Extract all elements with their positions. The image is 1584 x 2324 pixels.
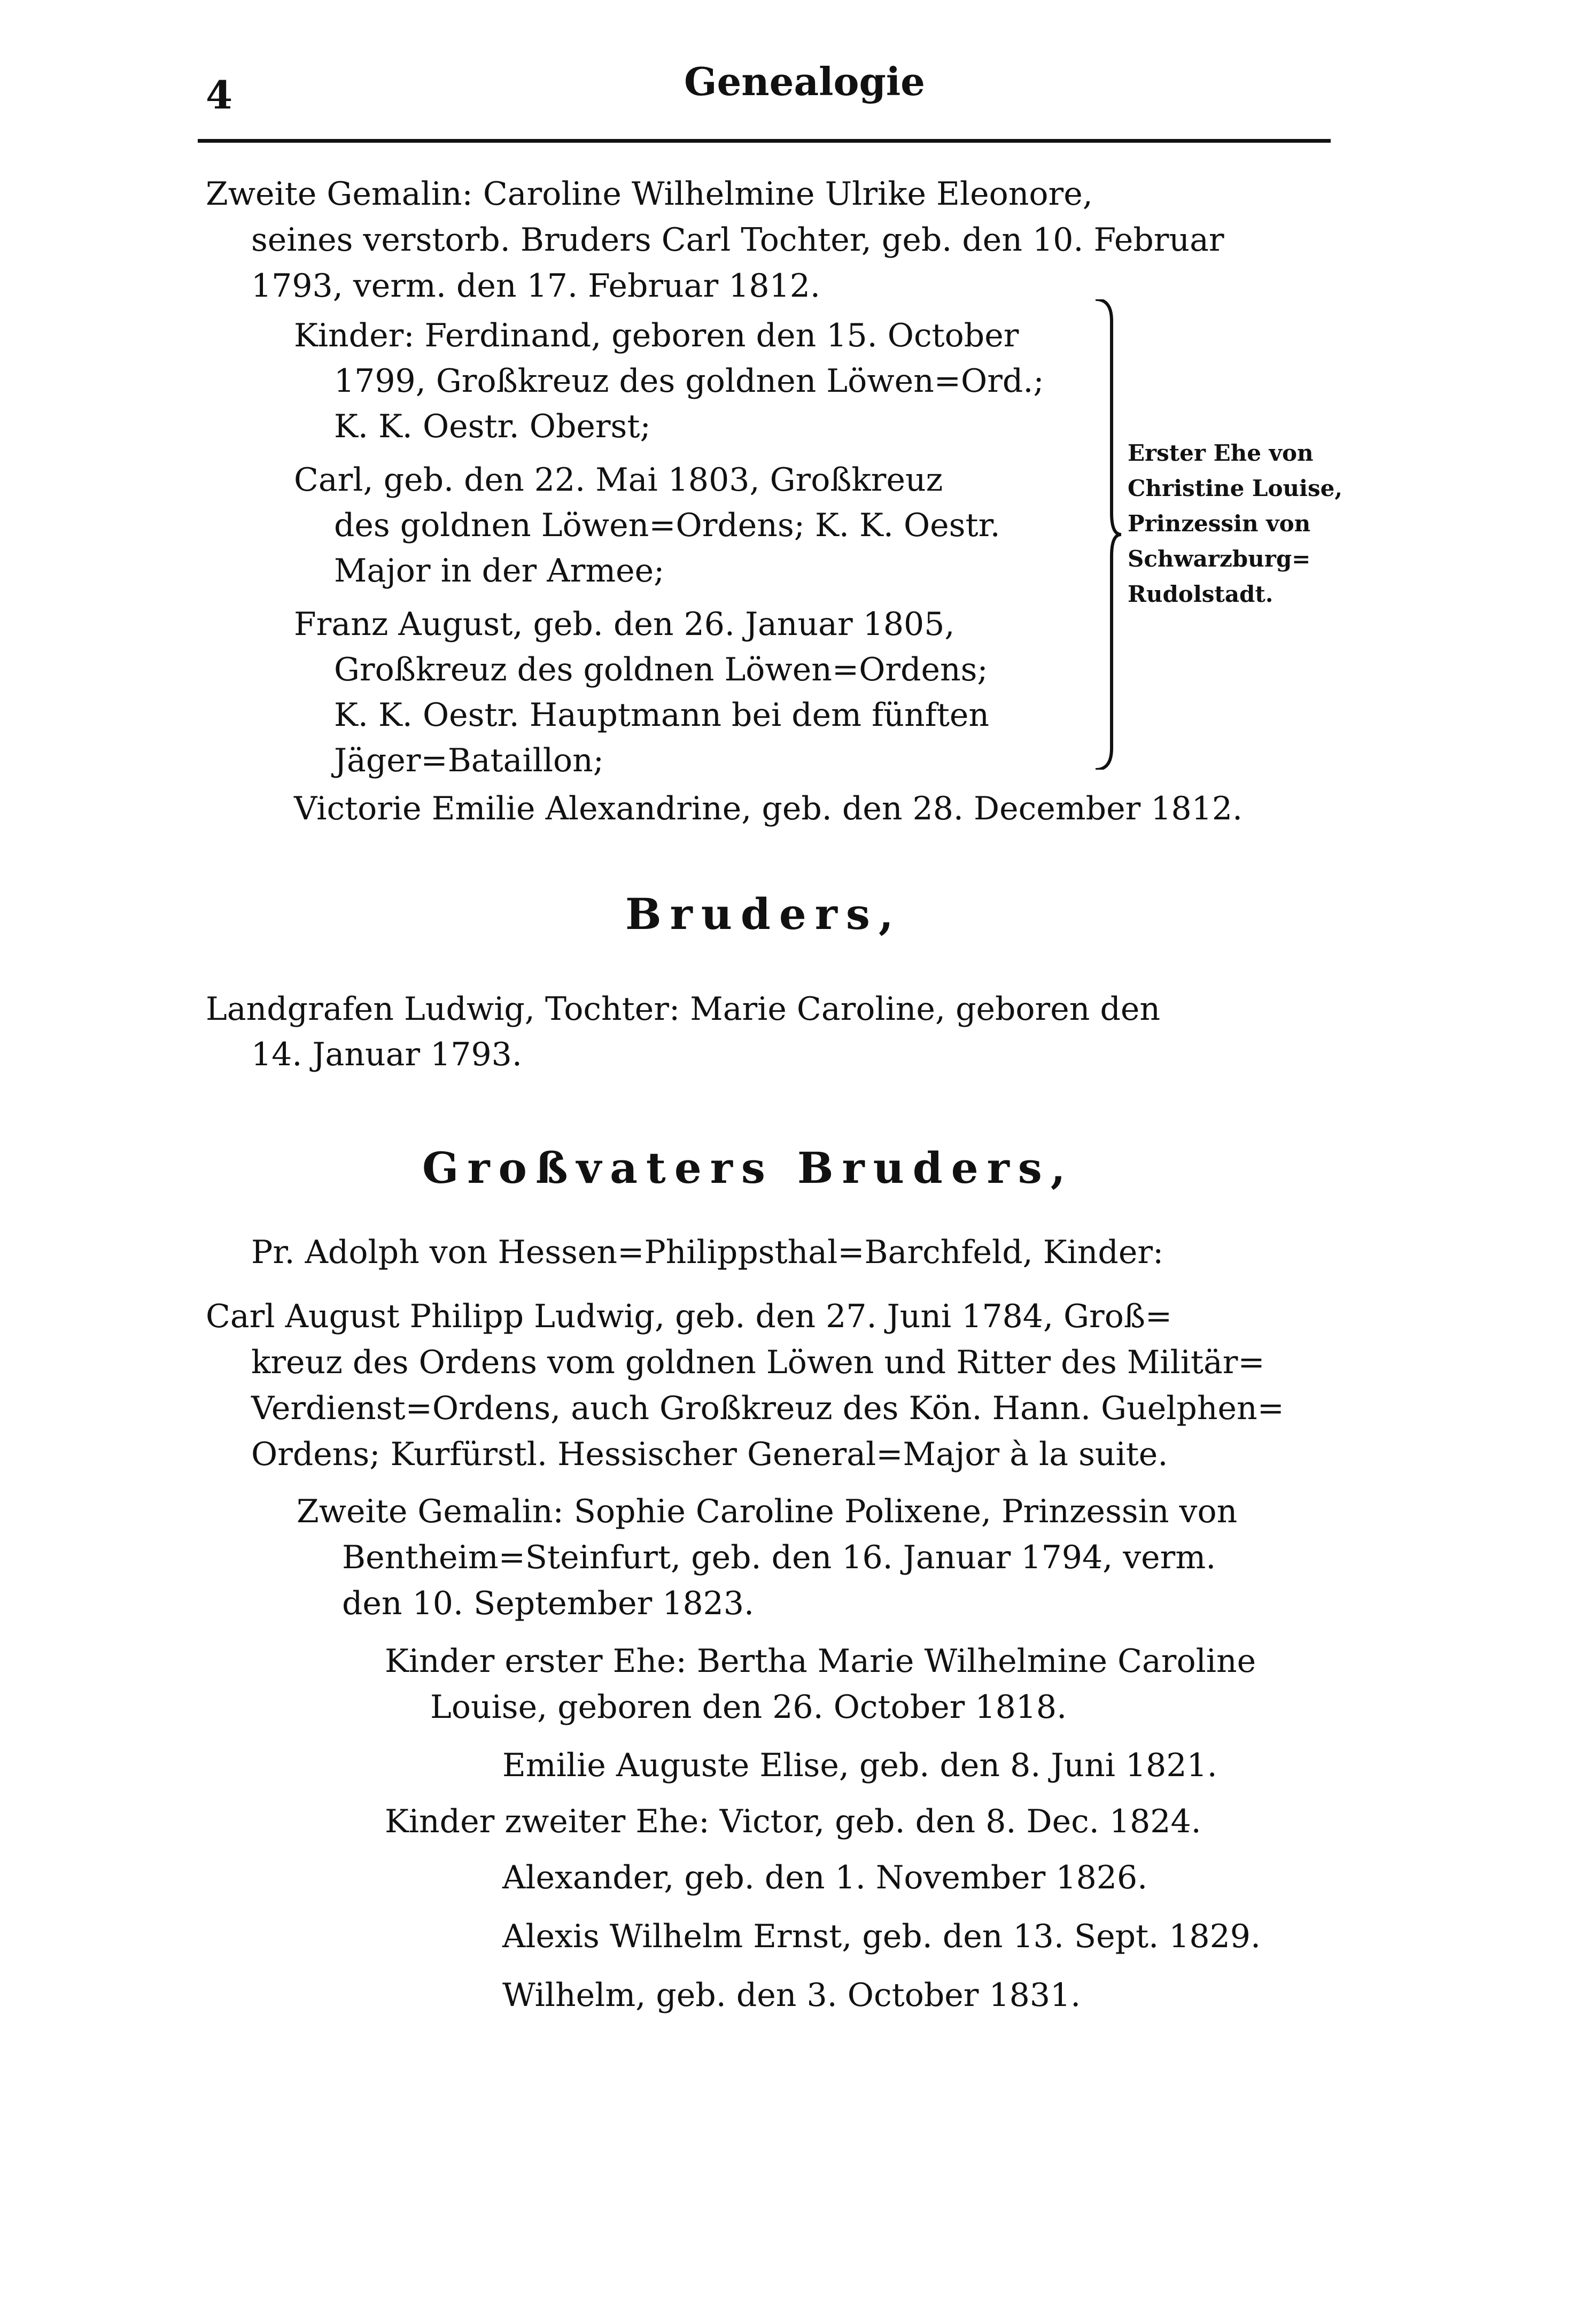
text-line: Jäger=Bataillon; [334,742,604,779]
text-line: Zweite Gemalin: Caroline Wilhelmine Ulrike Eleonore, [206,175,1093,213]
text-line: Wilhelm, geb. den 3. October 1831. [502,1977,1081,2014]
text-line: Großkreuz des goldnen Löwen=Ordens; [334,651,988,688]
text-line: K. K. Oestr. Hauptmann bei dem fünften [334,696,990,734]
side-note-line: Schwarzburg= [1128,546,1311,572]
text-line: Major in der Armee; [334,552,665,590]
side-note-line: Prinzessin von [1128,510,1311,537]
text-line: Emilie Auguste Elise, geb. den 8. Juni 1821. [502,1747,1217,1784]
text-line: Kinder zweiter Ehe: Victor, geb. den 8. Dec. 1824. [385,1803,1201,1840]
text-line: Alexander, geb. den 1. November 1826. [502,1859,1148,1896]
text-line: Landgrafen Ludwig, Tochter: Marie Caroline, geboren den [206,990,1160,1028]
text-line: Kinder: Ferdinand, geboren den 15. October [294,317,1019,354]
text-line: kreuz des Ordens vom goldnen Löwen und Ritter des Militär= [251,1344,1265,1381]
text-line: Louise, geboren den 26. October 1818. [430,1688,1067,1726]
text-line: Victorie Emilie Alexandrine, geb. den 28. December 1812. [294,790,1243,827]
curly-brace [1090,299,1122,770]
text-line: Carl August Philipp Ludwig, geb. den 27. Juni 1784, Groß= [206,1298,1173,1335]
text-line: K. K. Oestr. Oberst; [334,408,651,445]
page-number: 4 [206,72,233,118]
running-head: Genealogie [684,59,925,104]
section-heading: Bruders, [625,889,902,939]
side-note-line: Christine Louise, [1128,475,1342,501]
text-line: 1799, Großkreuz des goldnen Löwen=Ord.; [334,362,1044,400]
text-line: Zweite Gemalin: Sophie Caroline Polixene, Prinzessin von [297,1493,1238,1530]
text-line: Kinder erster Ehe: Bertha Marie Wilhelmine Caroline [385,1643,1256,1680]
text-line: Ordens; Kurfürstl. Hessischer General=Major à la suite. [251,1436,1168,1473]
side-note-line: Erster Ehe von [1128,440,1314,466]
text-line: Pr. Adolph von Hessen=Philippsthal=Barchfeld, Kinder: [251,1234,1164,1271]
text-line: Alexis Wilhelm Ernst, geb. den 13. Sept. 1829. [502,1918,1261,1955]
text-line: Bentheim=Steinfurt, geb. den 16. Januar 1794, verm. [342,1539,1216,1576]
side-note-line: Rudolstadt. [1128,581,1274,607]
text-line: seines verstorb. Bruders Carl Tochter, geb. den 10. Februar [251,221,1224,259]
text-line: 14. Januar 1793. [251,1036,522,1073]
section-heading: Großvaters Bruders, [422,1143,1074,1193]
text-line: Franz August, geb. den 26. Januar 1805, [294,606,955,643]
header-rule [198,139,1331,143]
text-line: Verdienst=Ordens, auch Großkreuz des Kön. Hann. Guelphen= [251,1390,1284,1427]
text-line: Carl, geb. den 22. Mai 1803, Großkreuz [294,461,943,499]
text-line: 1793, verm. den 17. Februar 1812. [251,267,820,305]
text-line: den 10. September 1823. [342,1585,755,1622]
text-line: des goldnen Löwen=Ordens; K. K. Oestr. [334,507,1000,544]
